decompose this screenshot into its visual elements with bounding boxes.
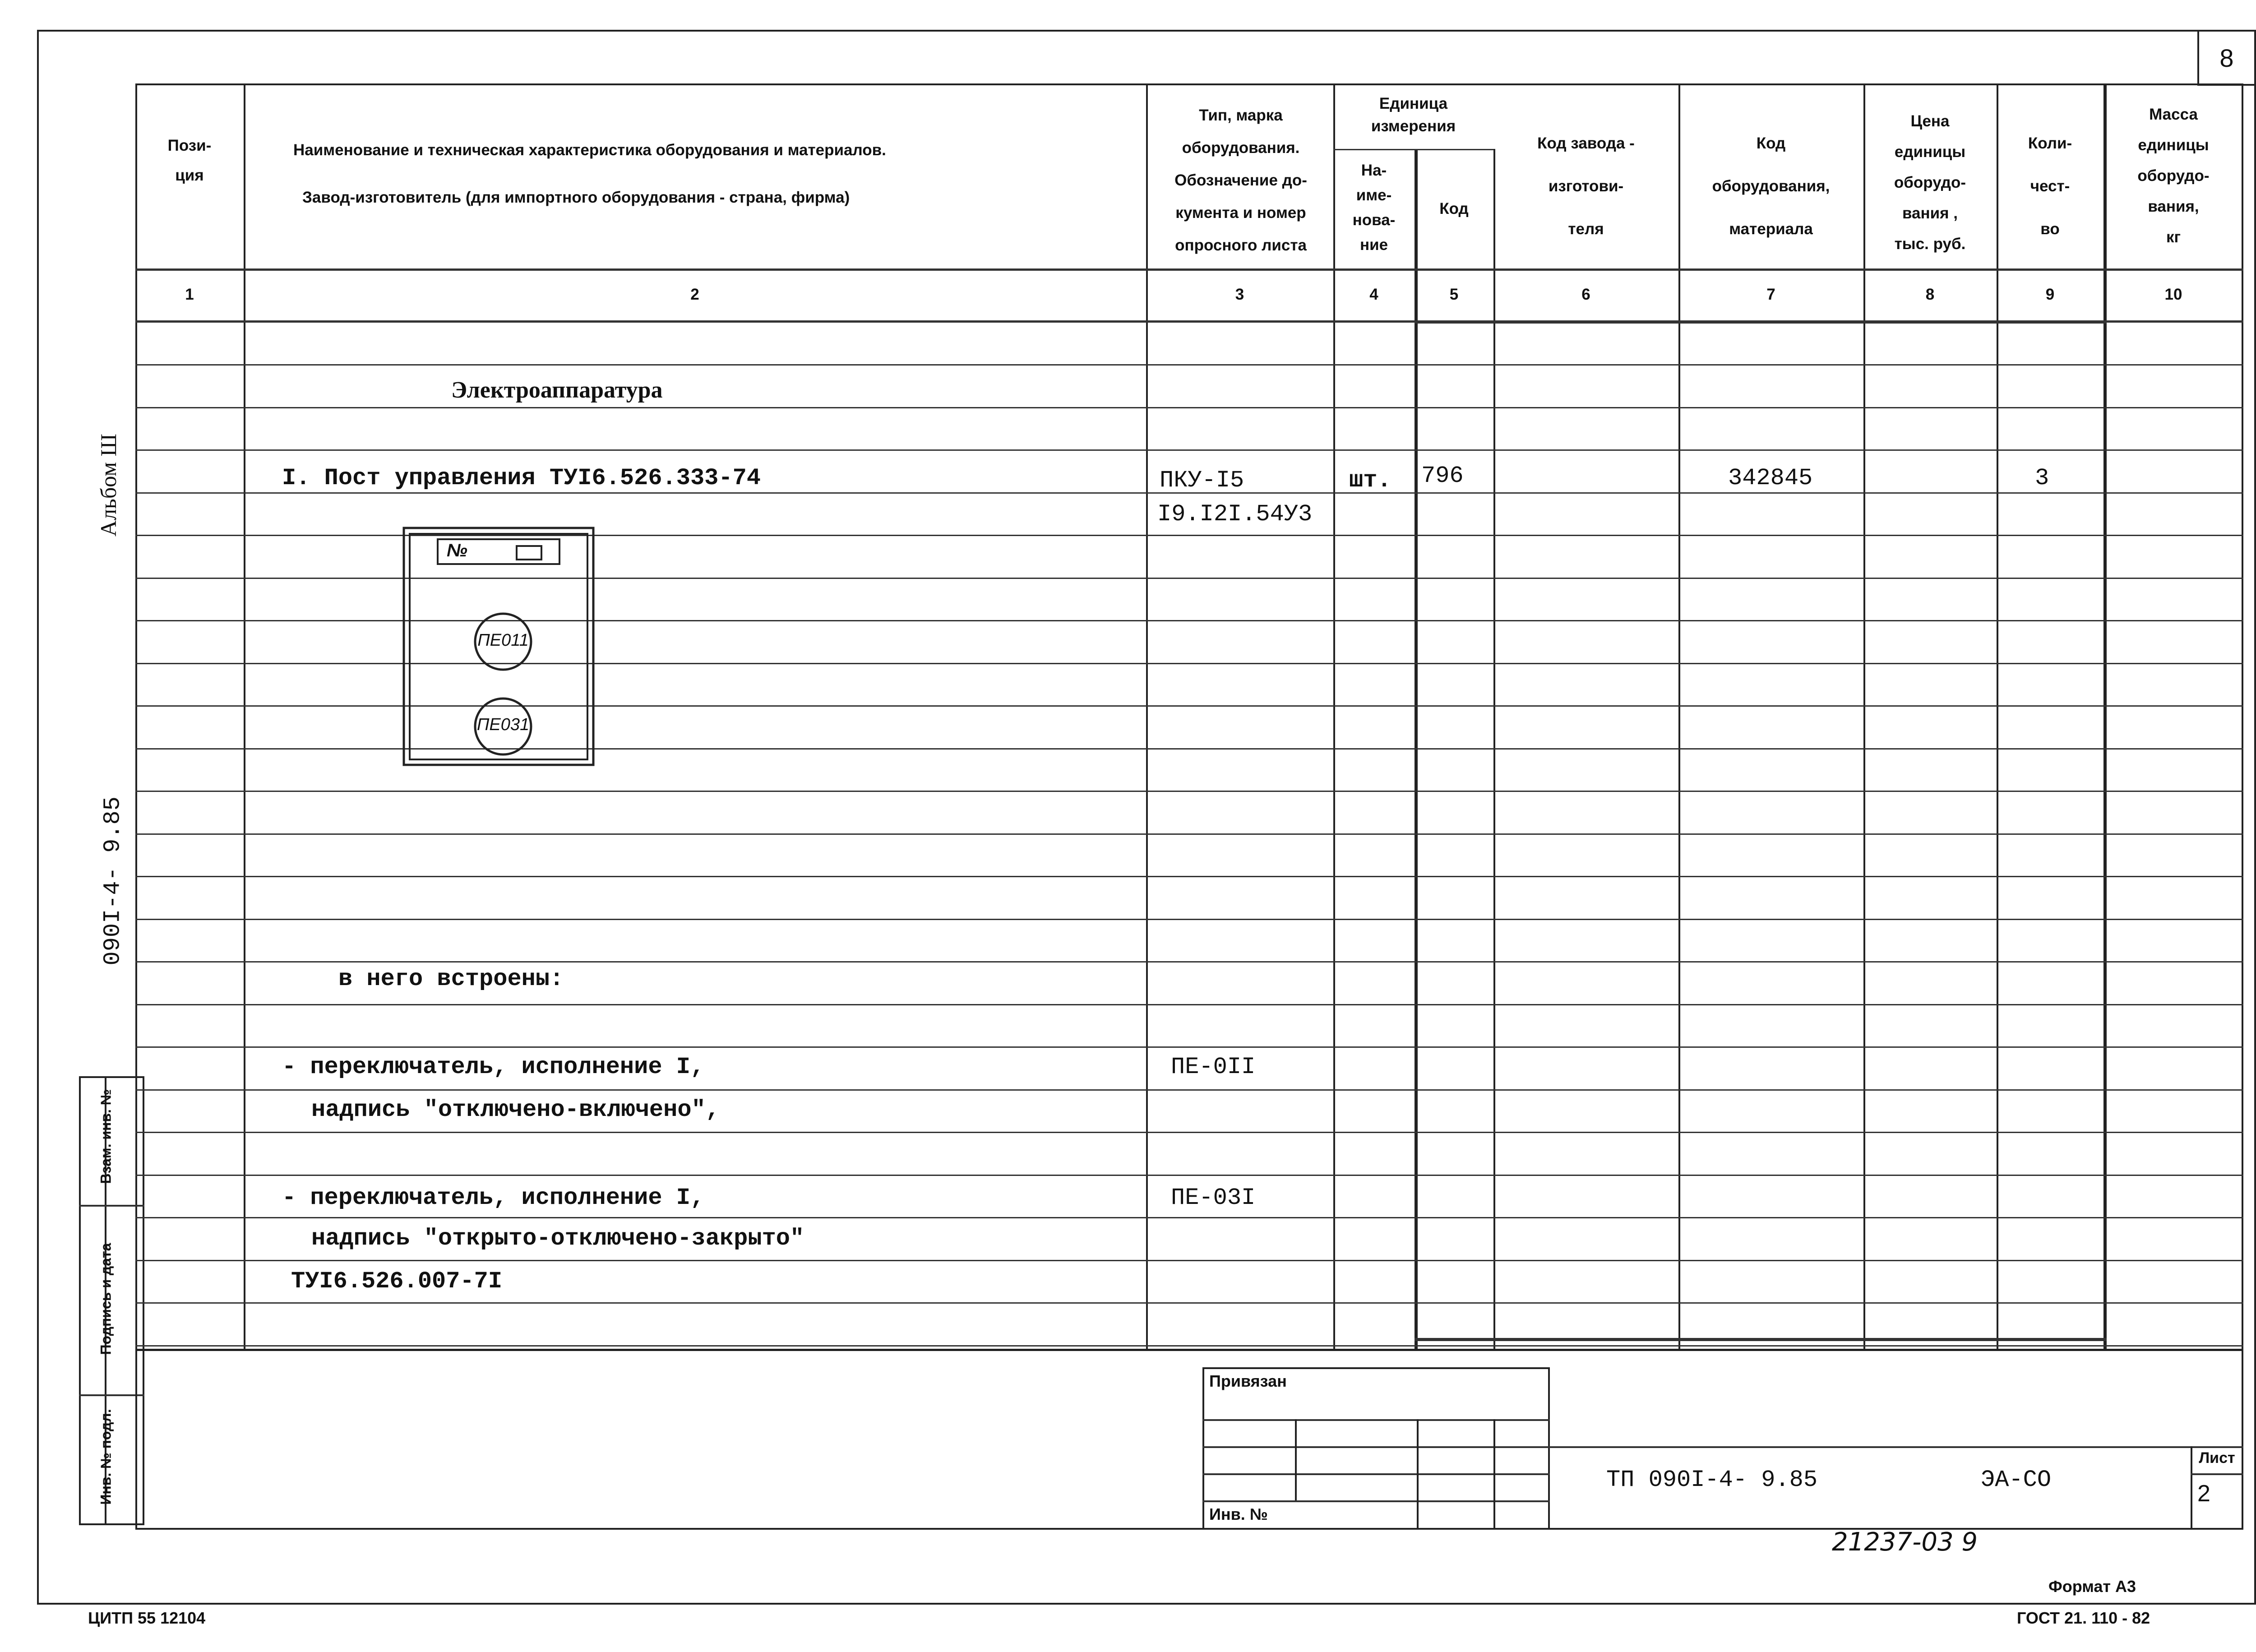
unit-header: Единица измерения: [1371, 95, 1456, 135]
built-in-label: в него встроены:: [338, 966, 564, 992]
row-line: [135, 1132, 2243, 1133]
handwritten-number: 21237-03 9: [1832, 1527, 1978, 1557]
vzam-inv-label: Взам. инв. №: [97, 1089, 114, 1184]
list-label: Лист: [2199, 1449, 2235, 1467]
row-line: [135, 1217, 2243, 1218]
title-mark-code: ЭА-СО: [1981, 1467, 2052, 1493]
sw1-line2: надпись "отключено-включено",: [311, 1097, 720, 1123]
colnum-4: 4: [1369, 286, 1378, 303]
item1-type2: I9.I2I.54У3: [1157, 501, 1313, 528]
colnum-9: 9: [2045, 286, 2055, 303]
row-line: [135, 833, 2243, 835]
citp-label: ЦИТП 55 12104: [88, 1609, 206, 1627]
gost-label: ГОСТ 21. 110 - 82: [2017, 1609, 2150, 1627]
colnum-8: 8: [1925, 286, 1935, 303]
item1-type: ПКУ-I5: [1160, 467, 1244, 494]
col7-header: Код оборудования, материала: [1712, 134, 1830, 238]
row-line: [135, 791, 2243, 792]
item1-qty: 3: [2035, 465, 2049, 491]
drawing-button-1: ПЕ011: [477, 631, 529, 650]
sw2-line1: - переключатель, исполнение I,: [282, 1185, 705, 1211]
row-line: [135, 1046, 2243, 1048]
col10-header: Масса единицы оборудо- вания, кг: [2137, 106, 2210, 246]
row-line: [135, 407, 2243, 408]
doc-code-side: 090I-4- 9.85: [99, 796, 126, 966]
colnum-10: 10: [2164, 286, 2182, 303]
row-line: [135, 919, 2243, 920]
row-line: [135, 1302, 2243, 1304]
sw1-line1: - переключатель, исполнение I,: [282, 1054, 705, 1080]
colnum-5: 5: [1449, 286, 1459, 303]
row-line: [135, 1260, 2243, 1261]
sw2-type: ПЕ-03I: [1171, 1185, 1256, 1211]
title-doc-code: ТП 090I-4- 9.85: [1606, 1467, 1818, 1493]
item1-name: I. Пост управления ТУI6.526.333-74: [282, 465, 761, 491]
colnum-1: 1: [185, 286, 194, 303]
privyazan-label: Привязан: [1209, 1372, 1287, 1390]
row-line: [135, 1175, 2243, 1176]
col9-header: Коли- чест- во: [2028, 134, 2072, 238]
drawing-no-label: №: [447, 541, 467, 560]
colnum-7: 7: [1766, 286, 1775, 303]
row-line: [135, 449, 2243, 451]
list-number: 2: [2197, 1481, 2210, 1507]
colnum-6: 6: [1581, 286, 1590, 303]
col2-header: Наименование и техническая характеристика оборудования и материалов. Завод-изготовитель (для импортного оборудования - страна, фирма): [293, 141, 886, 206]
inv-podl-label: Инв. № подл.: [97, 1409, 114, 1505]
sheet-number: 8: [2219, 44, 2234, 72]
row-line: [135, 364, 2243, 366]
row-line: [135, 1004, 2243, 1005]
drawing-button-2: ПЕ031: [476, 715, 530, 734]
podpis-label: Подпись и дата: [97, 1243, 114, 1355]
row-line: [135, 961, 2243, 963]
row-line: [135, 876, 2243, 877]
colnum-3: 3: [1235, 286, 1244, 303]
format-label: Формат А3: [2048, 1577, 2136, 1596]
item1-equip-code: 342845: [1728, 465, 1813, 491]
item1-code: 796: [1421, 463, 1464, 489]
col8-header: Цена единицы оборудо- вания , тыс. руб.: [1894, 112, 1966, 253]
inv-no-label: Инв. №: [1209, 1505, 1268, 1523]
title-block-frame: [135, 1349, 2243, 1530]
col5-header: Код: [1439, 200, 1469, 217]
album-label: Альбом Ш: [96, 434, 121, 537]
row-line: [135, 1089, 2243, 1091]
colnum-2: 2: [690, 286, 699, 303]
sw1-type: ПЕ-0II: [1171, 1054, 1256, 1080]
col3-header: Тип, марка оборудования. Обозначение до- кумента и номер опросного листа: [1174, 106, 1307, 254]
row-line: [135, 1345, 2243, 1347]
sw2-line3: ТУI6.526.007-7I: [291, 1268, 503, 1295]
section-title: Электроаппаратура: [451, 377, 663, 403]
col4-header: На- име- нова- ние: [1352, 162, 1396, 254]
col1-header: Пози- ция: [167, 137, 212, 184]
sw2-line2: надпись "открыто-отключено-закрыто": [311, 1225, 804, 1252]
col6-header: Код завода - изготови- теля: [1537, 134, 1635, 238]
item1-unit: шт.: [1349, 467, 1392, 494]
